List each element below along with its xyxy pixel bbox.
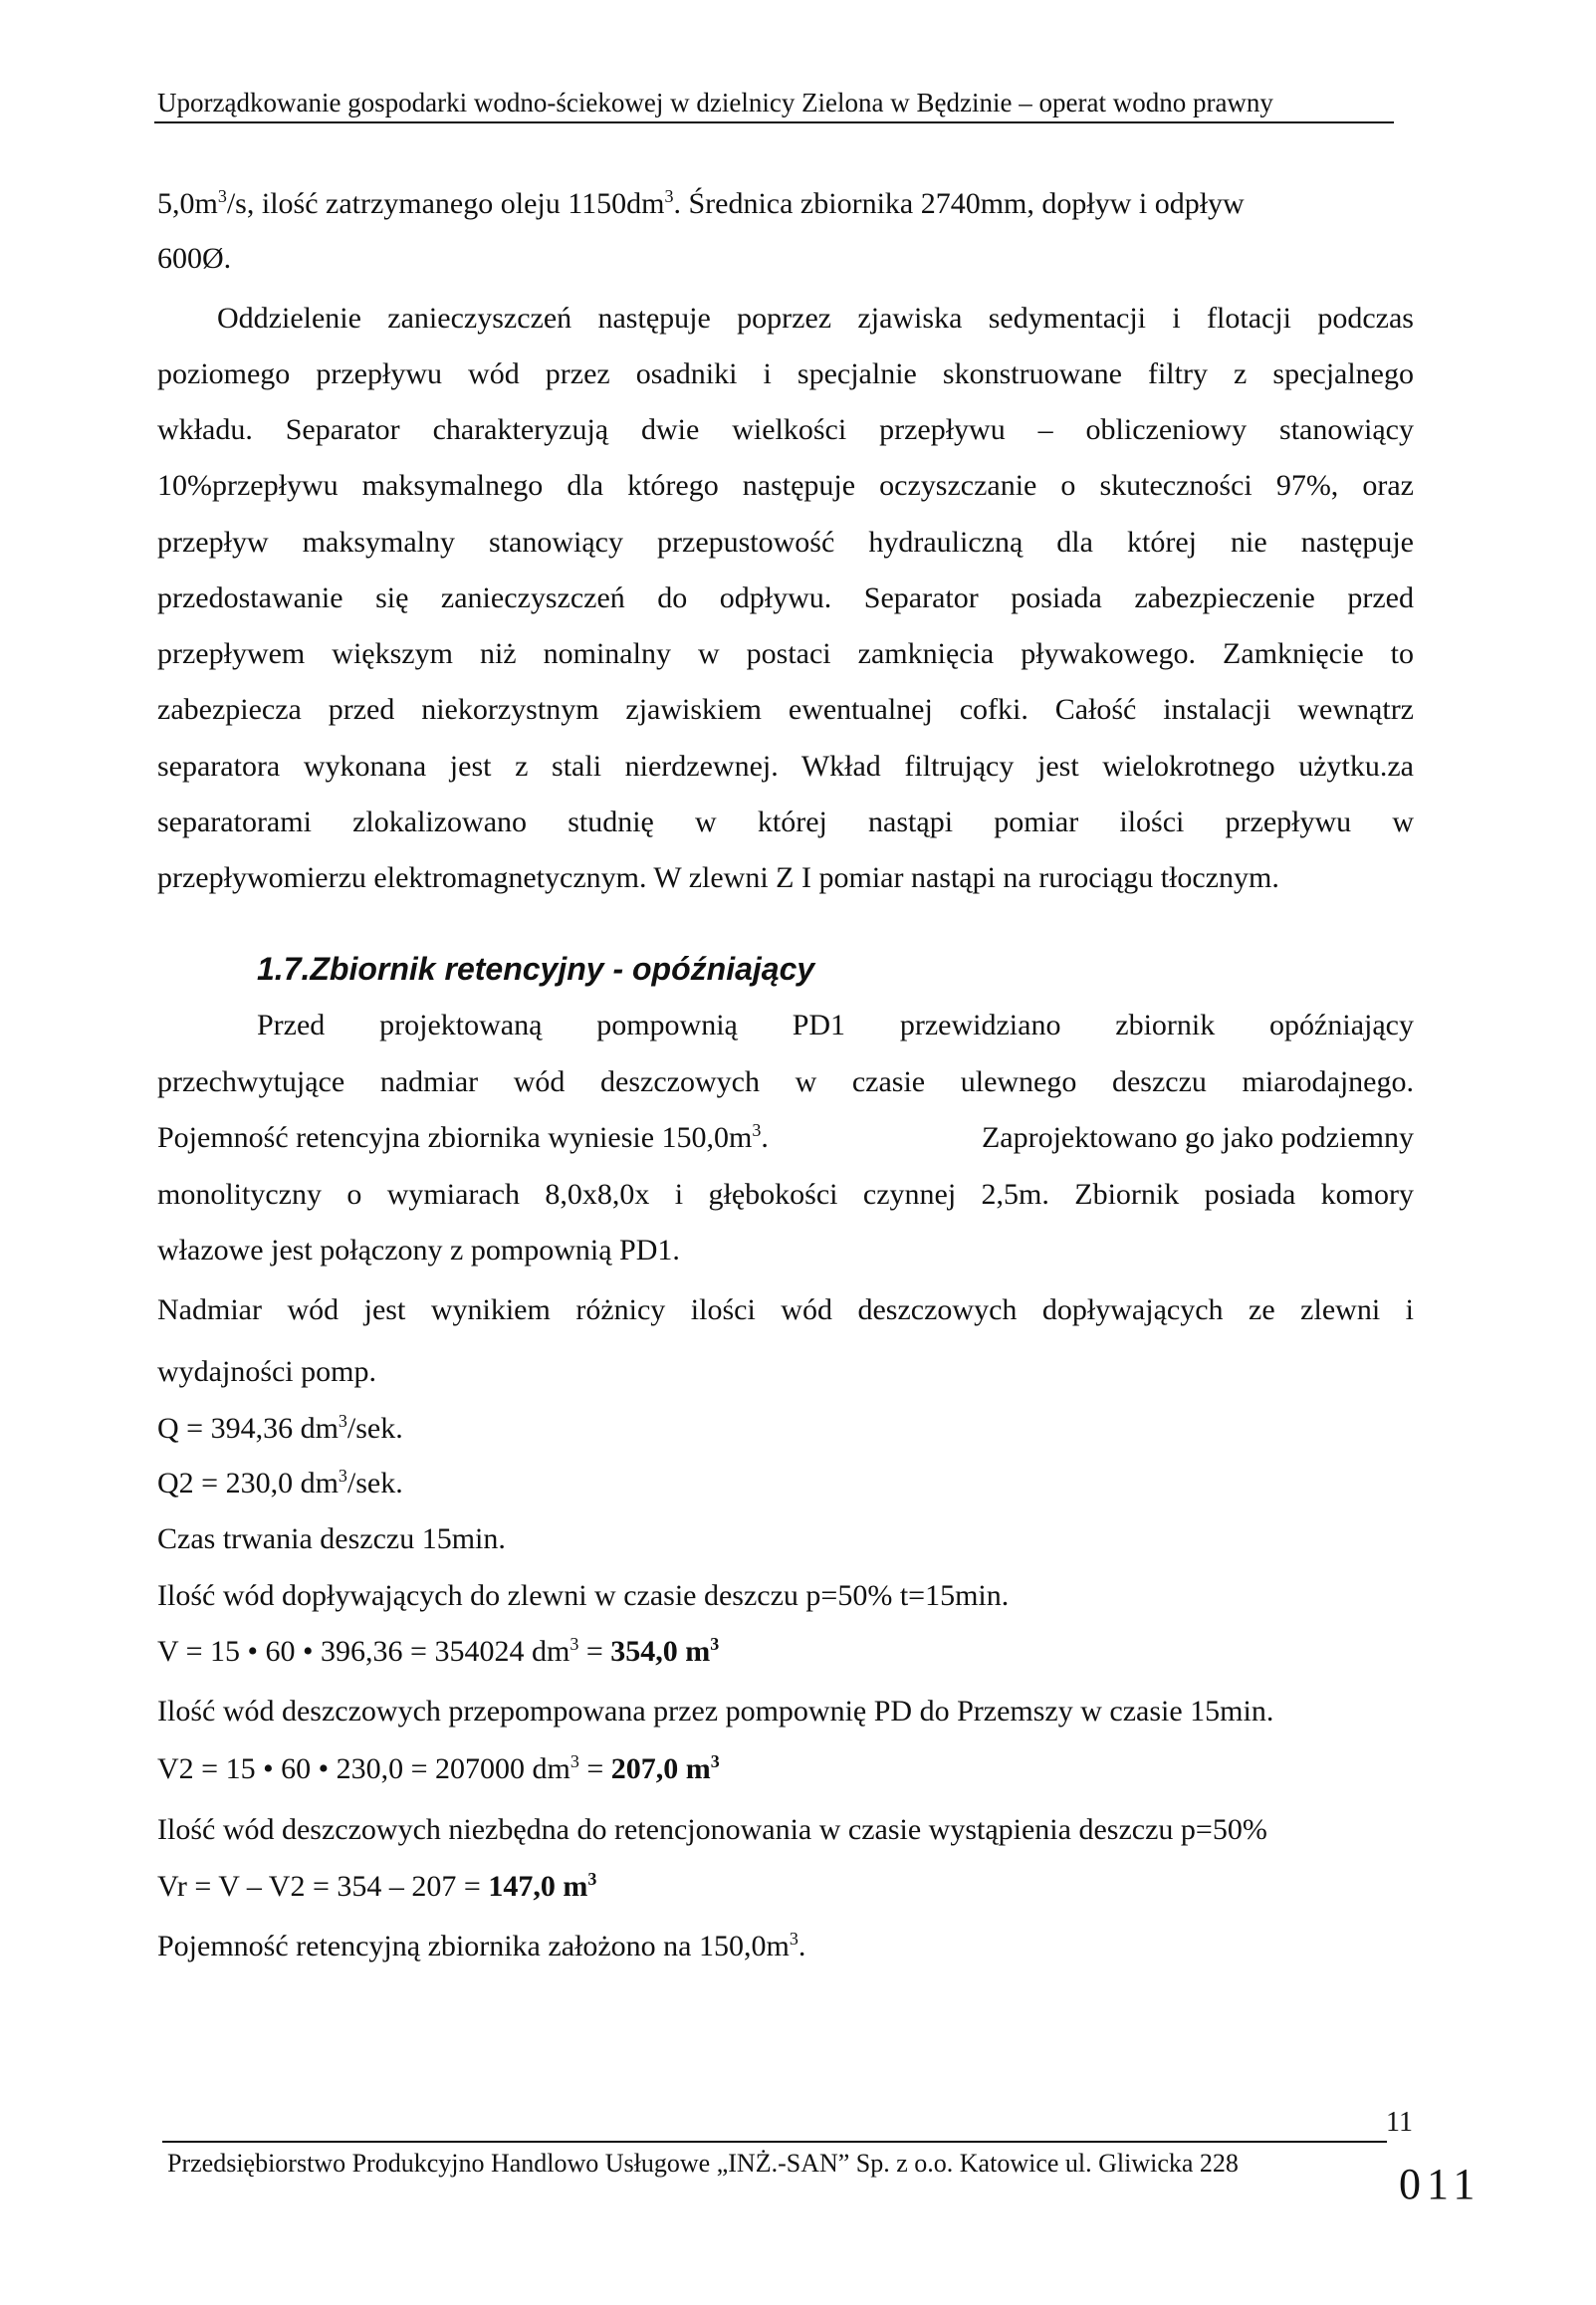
flow-q2: Q2 = 230,0 $dm^3$/sek. [157,1466,403,1499]
footer-rule [162,2141,1387,2143]
paragraph-line: Przed projektowaną pompownią PD1 przewidziano zbiornik opóźniający [257,1009,1414,1041]
paragraph-line: włazowe jest połączony z pompownią PD1. [157,1234,680,1267]
section-heading: 1.7.Zbiornik retencyjny - opóźniający [257,951,815,987]
page-number: 11 [1386,2107,1413,2138]
paragraph-line: przechwytujące nadmiar wód deszczowych w czasie ulewnego deszczu miarodajnego. [157,1065,1414,1098]
paragraph-line: poziomego przepływu wód przez osadniki i specjalnie skonstruowane filtry z specjalnego [157,357,1414,390]
paragraph-line: Oddzielenie zanieczyszczeń następuje poprzez zjawiska sedymentacji i flotacji podczas [217,302,1414,335]
paragraph-line: monolityczny o wymiarach 8,0x8,0x i głębokości czynnej 2,5m. Zbiornik posiada komory [157,1178,1414,1211]
paragraph-line: separatora wykonana jest z stali nierdzewnej. Wkład filtrujący jest wielokrotnego użytku.za [157,750,1414,783]
volume-v: V = 15 • 60 • 396,36 = 354024 $dm^3 = 354,0$ $m^3$ [157,1634,720,1668]
paragraph-line: przepływ maksymalny stanowiący przepustowość hydrauliczną dla której nie następuje [157,526,1414,559]
retention-capacity-text: Pojemność retencyjna zbiornika wyniesie $150,0m^3$. [157,1120,769,1154]
paragraph-line: wkładu. Separator charakteryzują dwie wielkości przepływu – obliczeniowy stanowiący [157,413,1414,446]
paragraph-line: wydajności pomp. [157,1355,376,1388]
paragraph-line: przepływomierzu elektromagnetycznym. W zlewni Z I pomiar nastąpi na rurociągu tłocznym. [157,861,1279,894]
pumped-description: Ilość wód deszczowych przepompowana przez pompownię PD do Przemszy w czasie 15min. [157,1695,1274,1728]
page-header: Uporządkowanie gospodarki wodno-ściekowej w dzielnicy Zielona w Będzinie – operat wodno prawny [157,88,1273,117]
volume-v2: V2 = 15 • 60 • 230,0 = 207000 $dm^3 = 207,0$ $m^3$ [157,1751,720,1785]
flow-q: Q = 394,36 $dm^3$/sek. [157,1411,403,1445]
final-capacity: Pojemność retencyjną zbiornika założono na $150,0m^3$. [157,1929,806,1962]
paragraph-line: przepływem większym niż nominalny w postaci zamknięcia pływakowego. Zamknięcie to [157,637,1414,670]
volume-vr: Vr = V – V2 = 354 – 207 = 147,0 $m^3$ [157,1869,597,1903]
footer-company: Przedsiębiorstwo Produkcyjno Handlowo Usługowe „INŻ.-SAN” Sp. z o.o. Katowice ul. Gliwicka 228 [167,2149,1239,2178]
header-rule [154,121,1394,123]
paragraph-line: separatorami zlokalizowano studnię w której nastąpi pomiar ilości przepływu w [157,806,1414,838]
paragraph-line: 10%przepływu maksymalnego dla którego następuje oczyszczanie o skuteczności 97%, oraz [157,469,1414,502]
paragraph-line [157,1118,1414,1158]
retention-description: Ilość wód deszczowych niezbędna do retencjonowania w czasie wystąpienia deszczu p=50% [157,1813,1267,1846]
paragraph-line: zabezpiecza przed niekorzystnym zjawiskiem ewentualnej cofki. Całość instalacji wewnątrz [157,693,1414,726]
paragraph-line: przedostawanie się zanieczyszczeń do odpływu. Separator posiada zabezpieczenie przed [157,581,1414,614]
paragraph-line: Nadmiar wód jest wynikiem różnicy ilości wód deszczowych dopływających ze zlewni i [157,1293,1414,1326]
rain-duration: Czas trwania deszczu 15min. [157,1522,506,1555]
design-text: Zaprojektowano go jako podziemny [981,1121,1414,1154]
inflow-description: Ilość wód dopływających do zlewni w czasie deszczu p=50% t=15min. [157,1579,1010,1612]
paragraph-line: 600Ø. [157,242,232,275]
paragraph-line: $5,0m^3/s$, ilość zatrzymanego oleju $1150dm^3$. Średnica zbiornika 2740mm, dopływ i odpływ [157,186,1245,220]
stamp-number: 011 [1399,2160,1482,2208]
